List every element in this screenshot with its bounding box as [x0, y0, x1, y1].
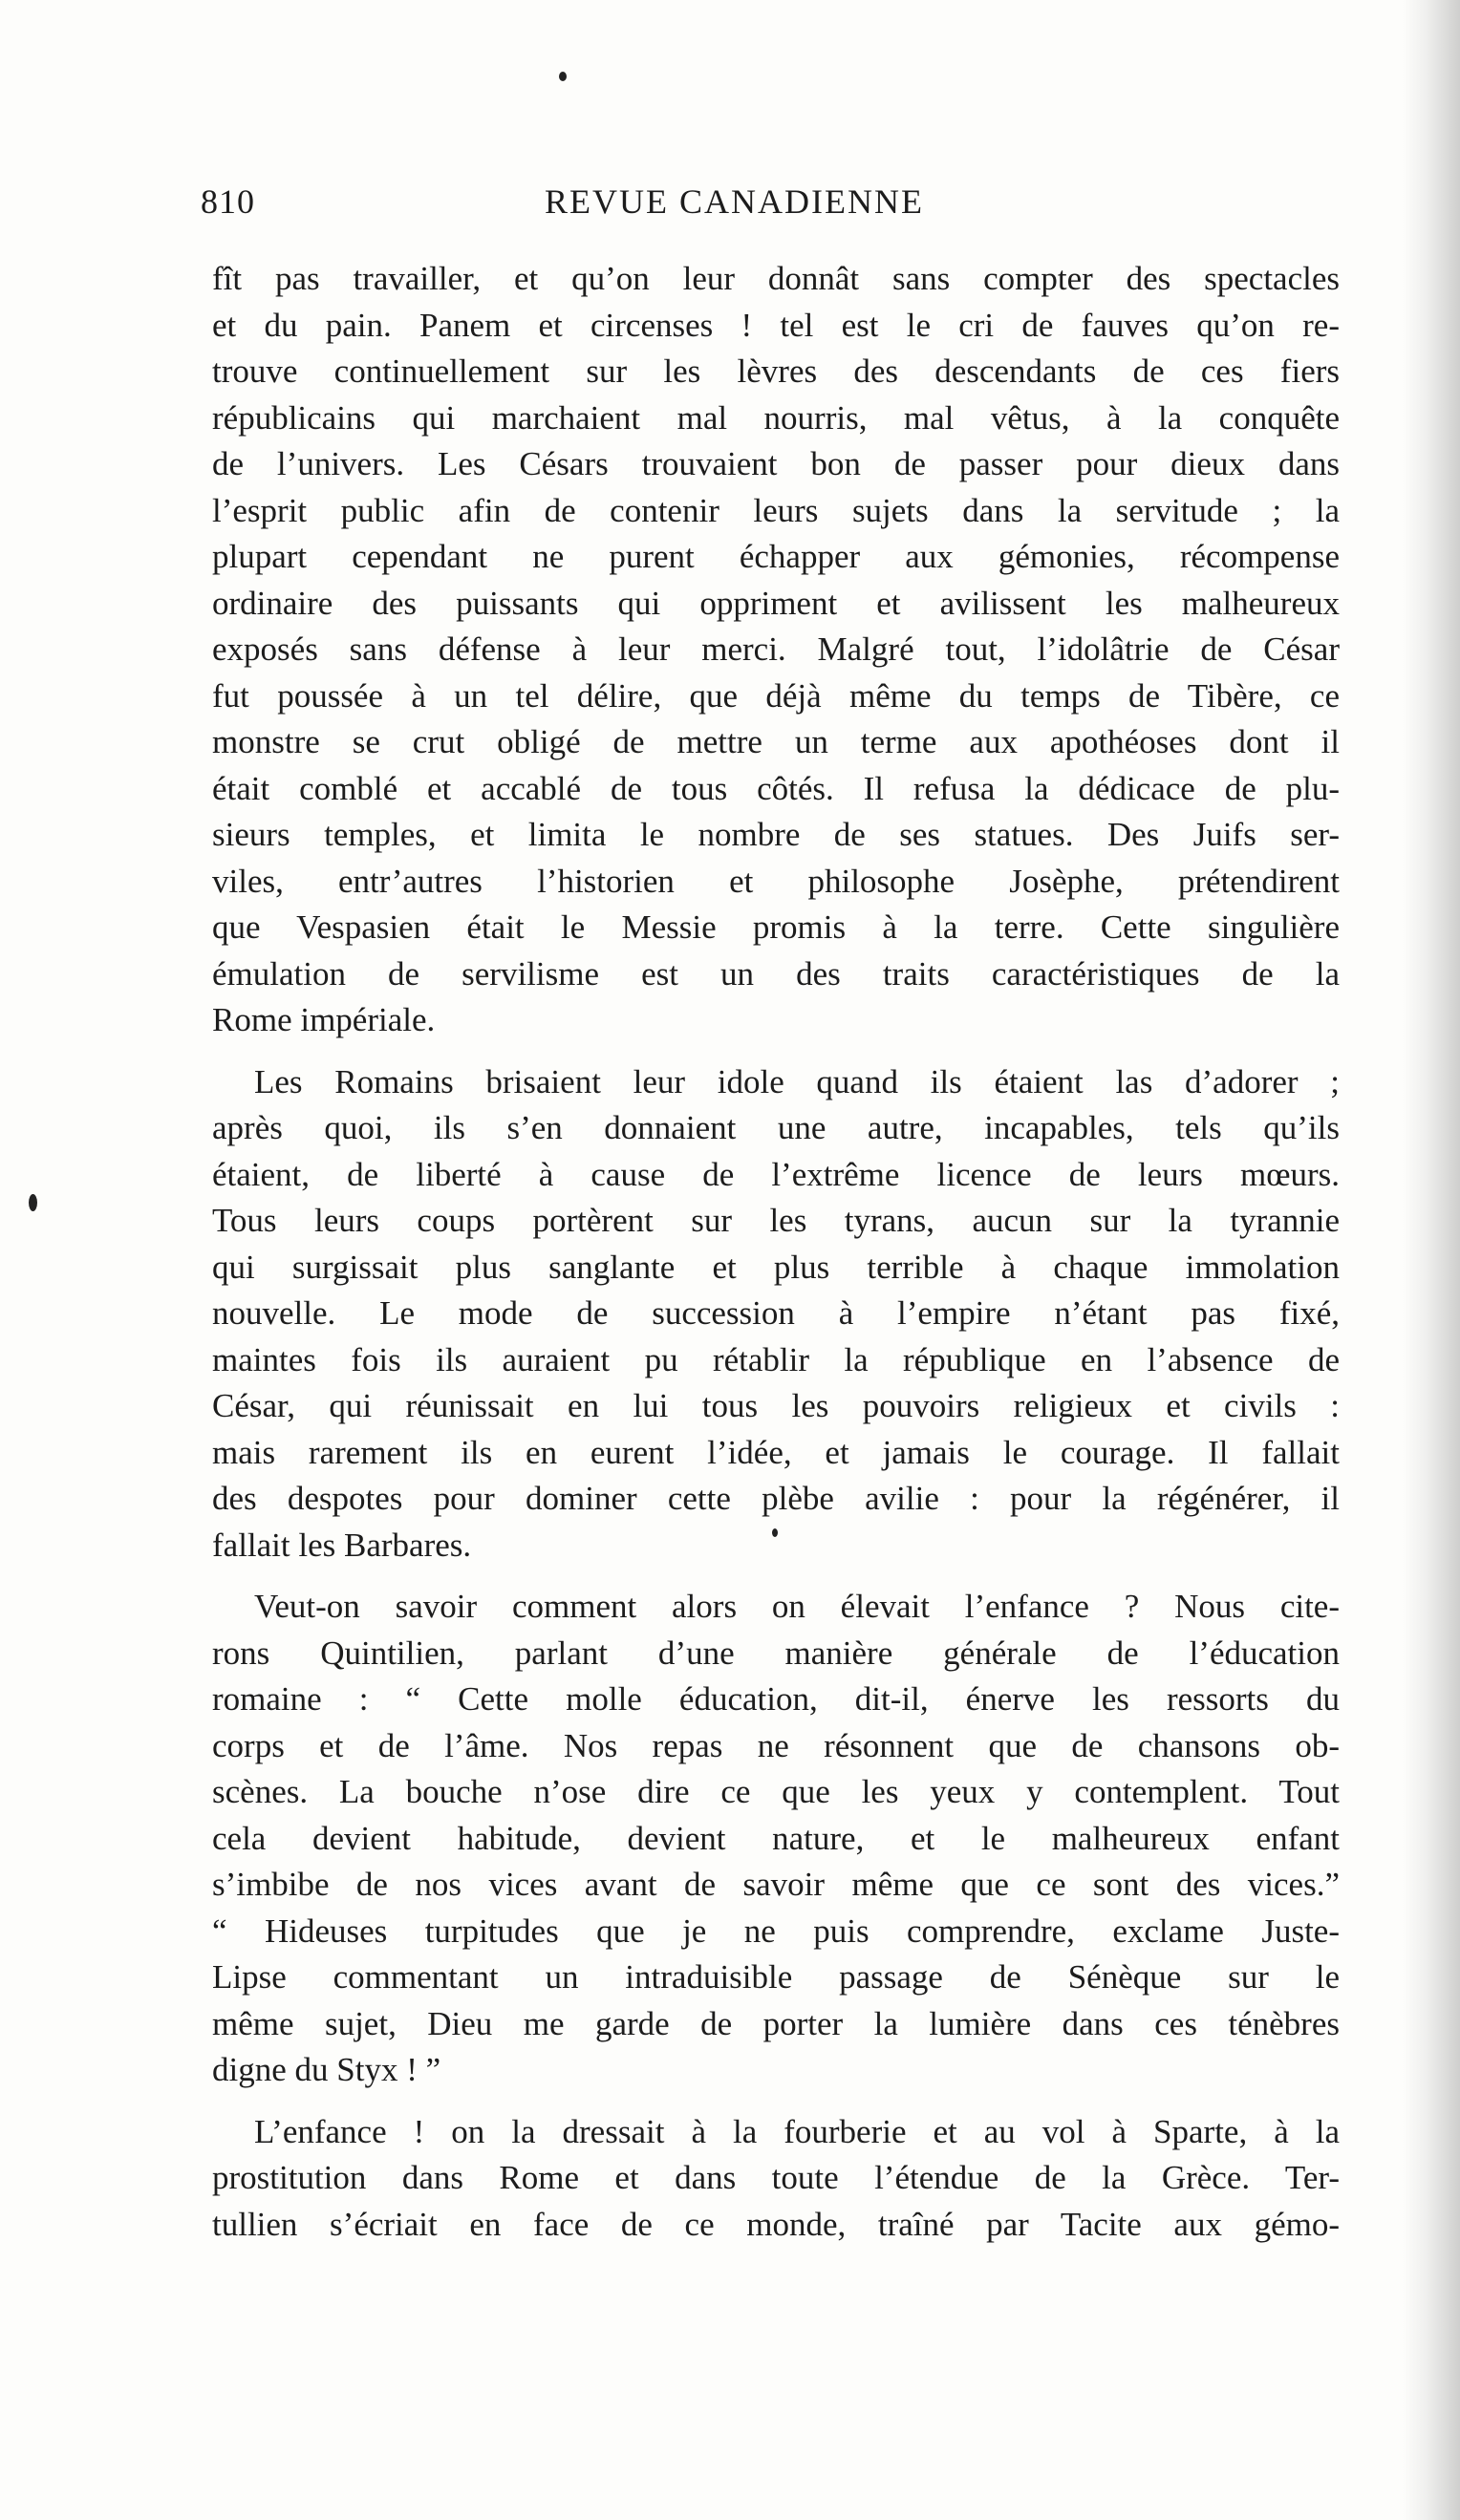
text-line: fît pas travailler, et qu’on leur donnât sans compter des spectacles: [212, 260, 1340, 297]
text-line: tullien s’écriait en face de ce monde, traîné par Tacite aux gémo-: [212, 2205, 1340, 2243]
text-line: Tous leurs coups portèrent sur les tyrans, aucun sur la tyrannie: [212, 1202, 1340, 1239]
text-line: viles, entr’autres l’historien et philosophe Josèphe, prétendirent: [212, 862, 1340, 900]
text-line: maintes fois ils auraient pu rétablir la république en l’absence de: [212, 1340, 1340, 1378]
paragraph-1: [212, 256, 1340, 1044]
text-line: de l’univers. Les Césars trouvaient bon de passer pour dieux dans: [212, 445, 1340, 482]
text-line: plupart cependant ne purent échapper aux gémonies, récompense: [212, 538, 1340, 575]
text-line: émulation de servilisme est un des traits caractéristiques de la: [212, 954, 1340, 993]
text-line: digne du Styx ! ”: [212, 2051, 441, 2088]
text-line: qui surgissait plus sanglante et plus terrible à chaque immolation: [212, 1248, 1340, 1286]
body-text: [212, 256, 1340, 2248]
text-line: cela devient habitude, devient nature, et le malheureux enfant: [212, 1819, 1340, 1857]
text-line: et du pain. Panem et circenses ! tel est le cri de fauves qu’on re-: [212, 306, 1340, 344]
text-line: fut poussée à un tel délire, que déjà même du temps de Tibère, ce: [212, 676, 1340, 715]
text-line: était comblé et accablé de tous côtés. Il refusa la dédicace de plu-: [212, 769, 1340, 807]
page-header: [201, 182, 1338, 239]
text-line: des despotes pour dominer cette plèbe avilie : pour la régénérer, il: [212, 1480, 1340, 1517]
text-line: sieurs temples, et limita le nombre de ses statues. Des Juifs ser-: [212, 816, 1340, 853]
text-line: étaient, de liberté à cause de l’extrême licence de leurs mœurs.: [212, 1155, 1340, 1193]
text-line: républicains qui marchaient mal nourris, mal vêtus, à la conquête: [212, 398, 1340, 437]
text-line: romaine : “ Cette molle éducation, dit-il, énerve les ressorts du: [212, 1680, 1340, 1718]
paragraph-4: [212, 2109, 1340, 2249]
text-line: César, qui réunissait en lui tous les pouvoirs religieux et civils :: [212, 1387, 1340, 1424]
text-line: scènes. La bouche n’ose dire ce que les yeux y contemplent. Tout: [212, 1773, 1340, 1810]
text-line: rons Quintilien, parlant d’une manière générale de l’éducation: [212, 1634, 1340, 1672]
text-line: corps et de l’âme. Nos repas ne résonnent que de chansons ob-: [212, 1726, 1340, 1764]
text-line: L’enfance ! on la dressait à la fourberie et au vol à Sparte, à la: [254, 2112, 1340, 2150]
text-line: monstre se crut obligé de mettre un terme aux apothéoses dont il: [212, 723, 1340, 760]
text-line: nouvelle. Le mode de succession à l’empire n’étant pas fixé,: [212, 1294, 1340, 1332]
page-edge-shadow: [1403, 0, 1460, 2520]
ink-speck: [29, 1194, 37, 1211]
text-line: mais rarement ils en eurent l’idée, et jamais le courage. Il fallait: [212, 1433, 1340, 1471]
text-line: Veut-on savoir comment alors on élevait l’enfance ? Nous cite-: [254, 1588, 1340, 1625]
text-line: que Vespasien était le Messie promis à la terre. Cette singulière: [212, 908, 1340, 946]
text-line: Lipse commentant un intraduisible passage de Sénèque sur le: [212, 1958, 1340, 1996]
paragraph-gap: [212, 2094, 1340, 2109]
ink-speck: [772, 1528, 778, 1537]
text-line: fallait les Barbares.: [212, 1526, 472, 1564]
text-line: s’imbibe de nos vices avant de savoir même que ce sont des vices.”: [212, 1866, 1340, 1903]
text-line: “ Hideuses turpitudes que je ne puis comprendre, exclame Juste-: [212, 1911, 1340, 1950]
paragraph-2: [212, 1059, 1340, 1570]
text-line: après quoi, ils s’en donnaient une autre, incapables, tels qu’ils: [212, 1109, 1340, 1146]
paragraph-gap: [212, 1569, 1340, 1584]
text-line: l’esprit public afin de contenir leurs sujets dans la servitude ; la: [212, 491, 1340, 529]
running-title: REVUE CANADIENNE: [545, 182, 924, 221]
paragraph-gap: [212, 1044, 1340, 1059]
text-line: exposés sans défense à leur merci. Malgré tout, l’idolâtrie de César: [212, 630, 1340, 668]
page-number: 810: [201, 182, 255, 221]
text-line: prostitution dans Rome et dans toute l’étendue de la Grèce. Ter-: [212, 2159, 1340, 2196]
text-line: ordinaire des puissants qui oppriment et avilissent les malheureux: [212, 584, 1340, 622]
text-line: trouve continuellement sur les lèvres des descendants de ces fiers: [212, 352, 1340, 390]
ink-speck: [559, 72, 567, 81]
text-line: Les Romains brisaient leur idole quand ils étaient las d’adorer ;: [254, 1062, 1340, 1100]
paragraph-3: [212, 1584, 1340, 2094]
text-line: Rome impériale.: [212, 1001, 436, 1038]
text-line: même sujet, Dieu me garde de porter la lumière dans ces ténèbres: [212, 2004, 1340, 2042]
